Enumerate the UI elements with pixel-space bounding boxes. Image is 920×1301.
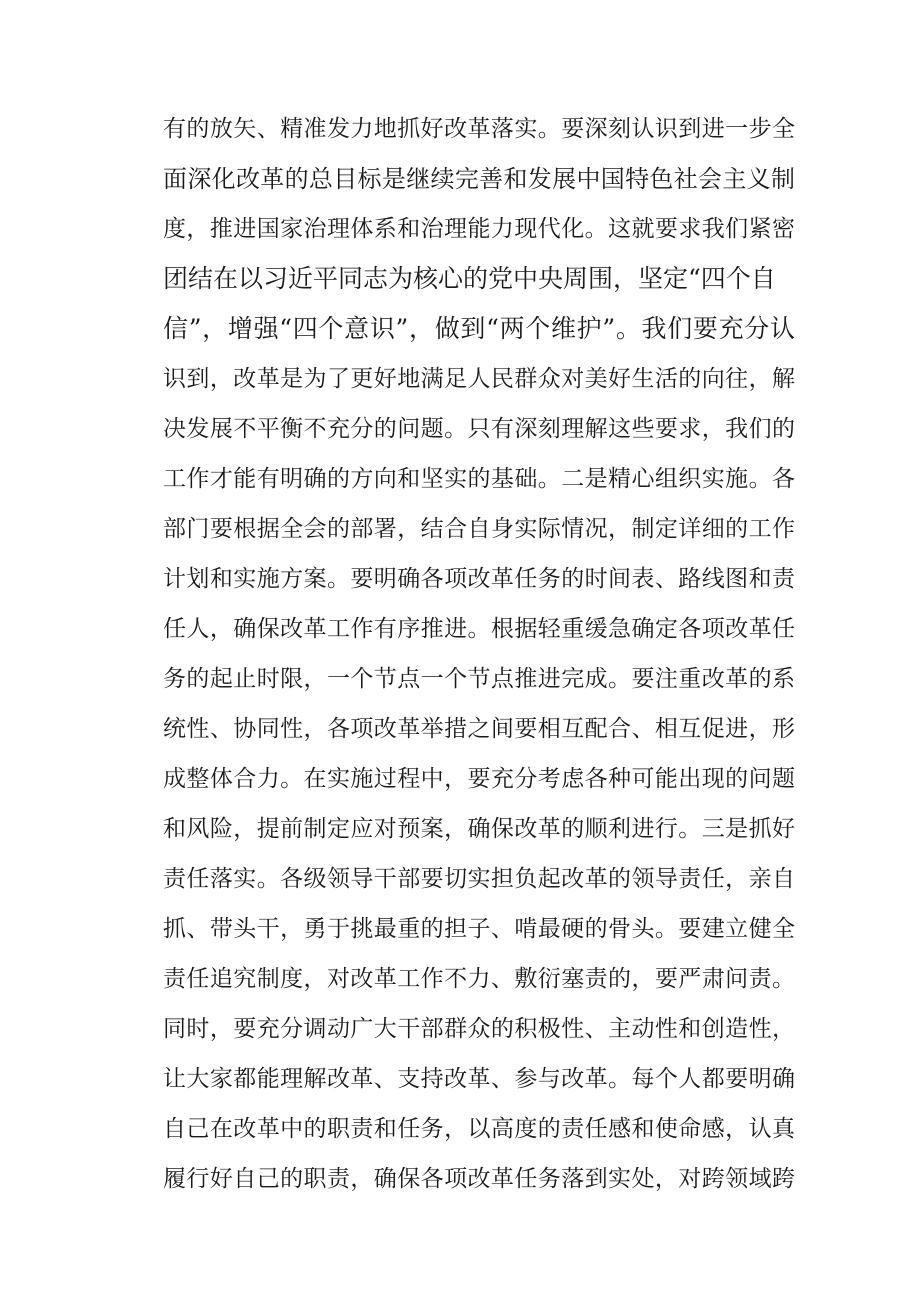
text-line: 工作才能有明确的方向和坚实的基础。二是精心组织实施。各 xyxy=(163,466,795,492)
text-line: 团结在以习近平同志为核心的党中央周围，坚定“四个自 xyxy=(163,264,776,293)
text-line: 务的起止时限，一个节点一个节点推进完成。要注重改革的系 xyxy=(163,666,795,692)
text-line: 计划和实施方案。要明确各项改革任务的时间表、路线图和责 xyxy=(163,566,795,592)
text-line: 决发展不平衡不充分的问题。只有深刻理解这些要求，我们的 xyxy=(163,416,795,442)
text-line: 度，推进国家治理体系和治理能力现代化。这就要求我们紧密 xyxy=(163,216,795,242)
text-line: 面深化改革的总目标是继续完善和发展中国特色社会主义制 xyxy=(163,165,795,193)
text-line: 信”，增强“四个意识”，做到“两个维护”。我们要充分认 xyxy=(163,314,795,343)
text-line: 部门要根据全会的部署，结合自身实际情况，制定详细的工作 xyxy=(163,516,795,542)
text-line: 履行好自己的职责，确保各项改革任务落到实处，对跨领域跨 xyxy=(163,1166,795,1192)
text-line: 让大家都能理解改革、支持改革、参与改革。每个人都要明确 xyxy=(163,1066,795,1092)
text-line: 和风险，提前制定应对预案，确保改革的顺利进行。三是抓好 xyxy=(163,816,795,842)
text-line: 抓、带头干，勇于挑最重的担子、啃最硬的骨头。要建立健全 xyxy=(163,916,795,942)
text-line: 任人，确保改革工作有序推进。根据轻重缓急确定各项改革任 xyxy=(163,616,795,642)
text-line: 自己在改革中的职责和任务，以高度的责任感和使命感，认真 xyxy=(163,1116,795,1142)
text-line: 同时，要充分调动广大干部群众的积极性、主动性和创造性， xyxy=(163,1016,795,1042)
text-line: 统性、协同性，各项改革举措之间要相互配合、相互促进，形 xyxy=(163,716,795,742)
text-line: 责任追究制度，对改革工作不力、敷衍塞责的，要严肃问责。 xyxy=(163,966,795,992)
text-line: 责任落实。各级领导干部要切实担负起改革的领导责任，亲自 xyxy=(163,866,795,892)
text-line: 有的放矢、精准发力地抓好改革落实。要深刻认识到进一步全 xyxy=(163,116,795,142)
text-line: 成整体合力。在实施过程中，要充分考虑各种可能出现的问题 xyxy=(163,766,795,792)
text-line: 识到，改革是为了更好地满足人民群众对美好生活的向往，解 xyxy=(163,366,795,392)
